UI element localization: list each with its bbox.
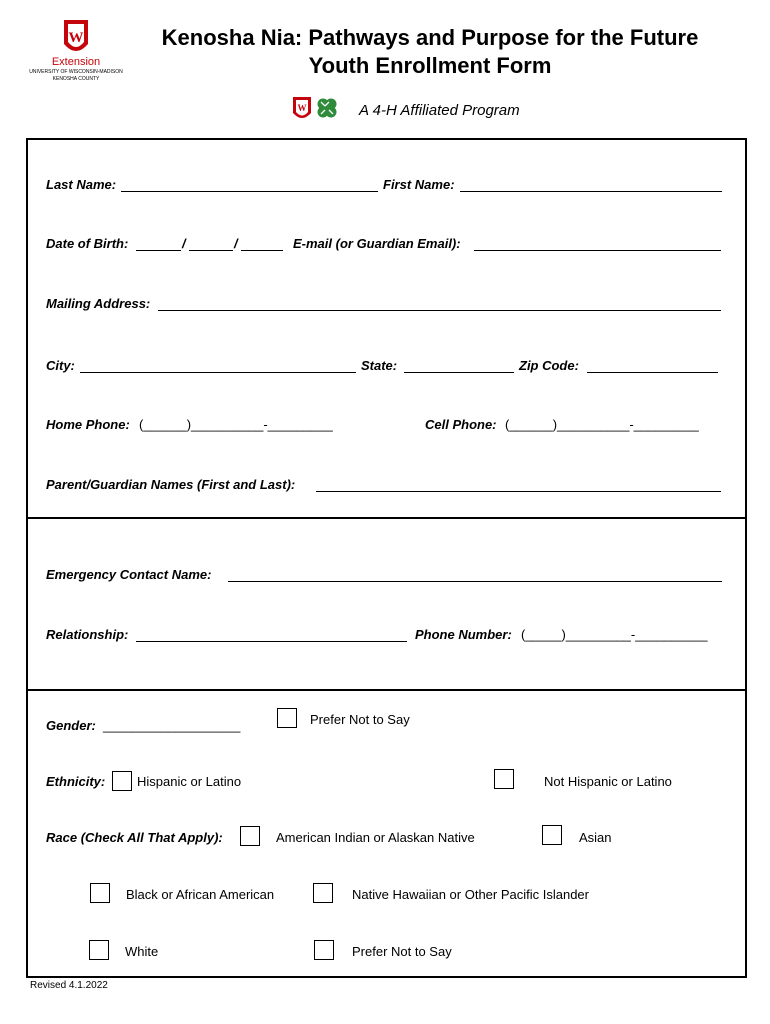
guardian-label: Parent/Guardian Names (First and Last): bbox=[46, 477, 296, 492]
not-hispanic-label: Not Hispanic or Latino bbox=[544, 774, 672, 789]
gender-prefer-not-checkbox[interactable] bbox=[277, 708, 297, 728]
svg-text:W: W bbox=[297, 103, 307, 113]
demographics-section bbox=[26, 689, 747, 978]
zip-label: Zip Code: bbox=[519, 358, 579, 373]
gender-prefer-not-label: Prefer Not to Say bbox=[310, 712, 410, 727]
cell-phone-field[interactable]: (______)__________-_________ bbox=[505, 417, 699, 432]
white-label: White bbox=[125, 944, 159, 959]
first-name-field[interactable] bbox=[460, 177, 722, 192]
dob-month-field[interactable] bbox=[136, 236, 181, 251]
cell-phone-label: Cell Phone: bbox=[425, 417, 497, 432]
race-prefer-not-checkbox[interactable] bbox=[314, 940, 334, 960]
svg-text:W: W bbox=[68, 30, 84, 46]
first-name-label: First Name: bbox=[383, 177, 455, 192]
emergency-contact-field[interactable] bbox=[228, 567, 722, 582]
relationship-field[interactable] bbox=[136, 627, 407, 642]
email-label: E-mail (or Guardian Email): bbox=[293, 236, 461, 251]
emergency-contact-label: Emergency Contact Name: bbox=[46, 567, 212, 582]
black-label: Black or African American bbox=[126, 887, 275, 902]
affiliation-row bbox=[285, 95, 545, 129]
dob-day-field[interactable] bbox=[189, 236, 233, 251]
form-subtitle: Youth Enrollment Form bbox=[308, 53, 552, 78]
personal-info-section bbox=[26, 138, 747, 519]
emergency-contact-section bbox=[26, 517, 747, 691]
four-h-clover-icon bbox=[315, 96, 339, 120]
black-checkbox[interactable] bbox=[90, 883, 110, 903]
state-field[interactable] bbox=[404, 358, 514, 373]
zip-field[interactable] bbox=[587, 358, 718, 373]
home-phone-label: Home Phone: bbox=[46, 417, 130, 432]
guardian-field[interactable] bbox=[316, 477, 721, 492]
city-label: City: bbox=[46, 358, 75, 373]
emergency-phone-field[interactable]: (_____)_________-__________ bbox=[521, 627, 708, 642]
asian-checkbox[interactable] bbox=[542, 825, 562, 845]
race-prefer-not-label: Prefer Not to Say bbox=[352, 944, 452, 959]
dob-year-field[interactable] bbox=[241, 236, 283, 251]
dob-separator: / bbox=[182, 236, 186, 251]
address-field[interactable] bbox=[158, 296, 721, 311]
logo-county-text: KENOSHA COUNTY bbox=[52, 76, 100, 82]
gender-field[interactable]: ___________________ bbox=[103, 718, 241, 733]
logo-university-text: UNIVERSITY OF WISCONSIN-MADISON bbox=[29, 69, 123, 75]
emergency-phone-label: Phone Number: bbox=[415, 627, 512, 642]
not-hispanic-checkbox[interactable] bbox=[494, 769, 514, 789]
dob-separator: / bbox=[234, 236, 238, 251]
state-label: State: bbox=[361, 358, 398, 373]
hawaiian-checkbox[interactable] bbox=[313, 883, 333, 903]
city-field[interactable] bbox=[80, 358, 356, 373]
hawaiian-label: Native Hawaiian or Other Pacific Islander bbox=[352, 887, 589, 902]
home-phone-field[interactable]: (______)__________-_________ bbox=[139, 417, 333, 432]
extension-logo bbox=[24, 18, 128, 84]
form-title: Kenosha Nia: Pathways and Purpose for the Future bbox=[161, 25, 699, 50]
address-label: Mailing Address: bbox=[46, 296, 151, 311]
revised-date: Revised 4.1.2022 bbox=[30, 980, 108, 991]
affiliation-text: A 4-H Affiliated Program bbox=[359, 102, 520, 119]
last-name-label: Last Name: bbox=[46, 177, 117, 192]
hispanic-checkbox[interactable] bbox=[112, 771, 132, 791]
white-checkbox[interactable] bbox=[89, 940, 109, 960]
logo-extension-text: Extension bbox=[51, 56, 101, 68]
ethnicity-label: Ethnicity: bbox=[46, 774, 106, 789]
gender-label: Gender: bbox=[46, 718, 96, 733]
last-name-field[interactable] bbox=[121, 177, 378, 192]
race-label: Race (Check All That Apply): bbox=[46, 830, 223, 845]
uw-crest-icon bbox=[291, 95, 313, 125]
email-field[interactable] bbox=[474, 236, 721, 251]
american-indian-checkbox[interactable] bbox=[240, 826, 260, 846]
asian-label: Asian bbox=[579, 830, 612, 845]
american-indian-label: American Indian or Alaskan Native bbox=[276, 830, 475, 845]
relationship-label: Relationship: bbox=[46, 627, 129, 642]
hispanic-label: Hispanic or Latino bbox=[137, 774, 242, 789]
dob-label: Date of Birth: bbox=[46, 236, 129, 251]
